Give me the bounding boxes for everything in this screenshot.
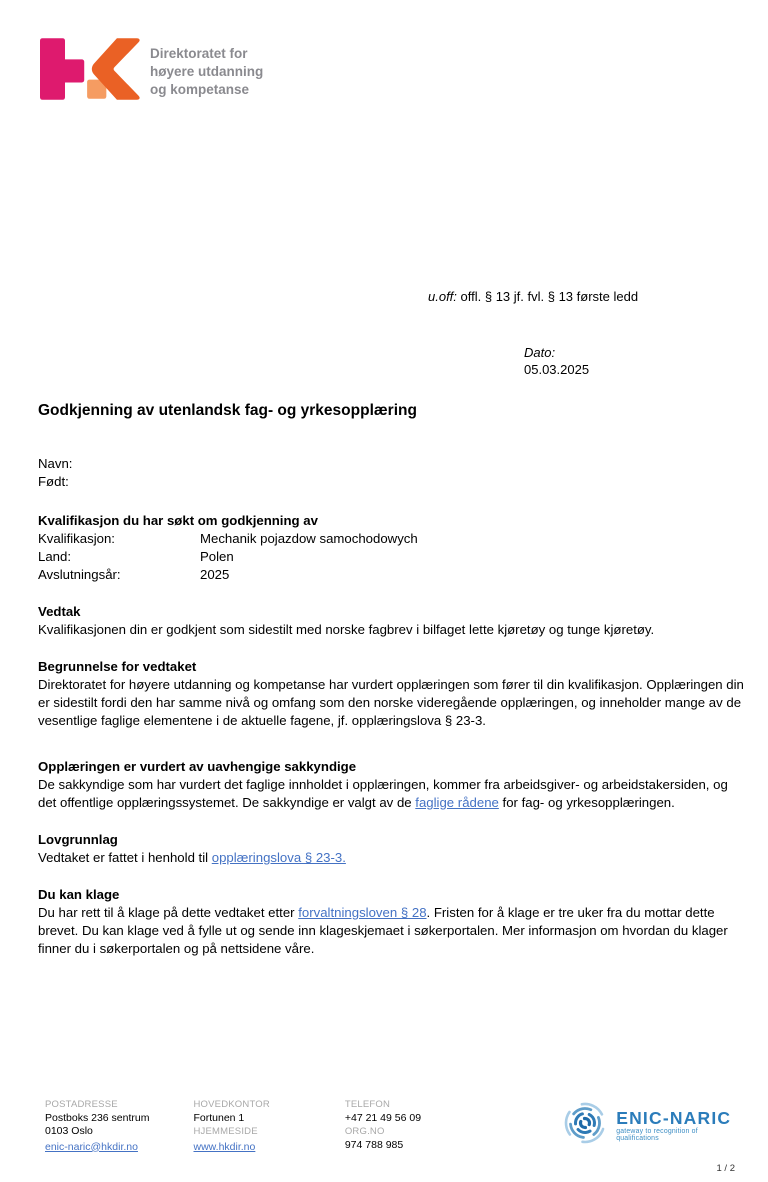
page-indicator: 1 / 2 [716, 1163, 735, 1174]
country-label: Land: [38, 549, 72, 564]
enic-naric-swirl-icon [562, 1100, 608, 1151]
enic-naric-wordmark [616, 1109, 735, 1142]
date-value: 05.03.2025 [524, 362, 590, 377]
completion-year-value: 2025 [200, 567, 230, 582]
head-office-label: HOVEDKONTOR [193, 1099, 270, 1110]
head-office-value: Fortunen 1 [193, 1111, 245, 1124]
date-label: Dato: [524, 345, 556, 360]
qualification-row [38, 530, 744, 548]
qualification-label: Kvalifikasjon: [38, 531, 115, 546]
exemption-note [428, 288, 638, 305]
postal-address-line2: 0103 Oslo [45, 1125, 93, 1137]
homepage-link[interactable]: www.hkdir.no [193, 1140, 256, 1153]
org-name-line1: Direktoratet for [150, 45, 248, 61]
decision-paragraph: Kvalifikasjonen din er godkjent som sidestilt med norske fagbrev i bilfaget lette kjøretøy og tunge kjøretøy. [38, 622, 655, 637]
orgno-value: 974 788 985 [344, 1138, 404, 1151]
legal-basis-text-before: Vedtaket er fattet i henhold til [38, 850, 212, 865]
experts-text-before: De sakkyndige som har vurdert det faglige innholdet i opplæringen, kommer fra arbeidsgiver- og arbeidstakersiden, og det offentlige opplæringssystemet. De sakkyndige er valgt av de [38, 777, 728, 810]
enic-naric-logo [562, 1100, 735, 1151]
forvaltningsloven-link[interactable]: forvaltningsloven § 28 [298, 905, 427, 920]
letter-body [38, 401, 744, 958]
experts-paragraph [38, 776, 744, 812]
org-name-line3: og kompetanse [150, 81, 250, 97]
footer-postal-column [45, 1098, 193, 1154]
completion-year-row [38, 566, 744, 584]
completion-year-label: Avslutningsår: [38, 567, 121, 582]
exemption-note-label: u.off: [428, 289, 457, 304]
section-heading-experts: Opplæringen er vurdert av uavhengige sakkyndige [38, 759, 357, 774]
hkdir-logo [40, 38, 263, 105]
email-link[interactable]: enic-naric@hkdir.no [45, 1140, 138, 1153]
postal-address-label: POSTADRESSE [45, 1099, 118, 1110]
qualification-value: Mechanik pojazdow samochodowych [200, 531, 418, 546]
appeal-text-after: . Fristen for å klage er tre uker fra du mottar dette brevet. Du kan klage ved å fylle ut og sende inn klageskjemaet i søkerportalen. Mer informasjon om hvordan du klager finner du i søkerportalen og på nettsidene våre. [38, 905, 728, 956]
section-heading-justification: Begrunnelse for vedtaket [38, 659, 197, 674]
recipient-name-label: Navn: [38, 456, 73, 471]
faglige-radene-link[interactable]: faglige rådene [415, 795, 499, 810]
section-heading-appeal: Du kan klage [38, 887, 120, 902]
hkdir-logo-icon [40, 38, 140, 105]
page-title: Godkjenning av utenlandsk fag- og yrkesopplæring [38, 402, 417, 419]
footer-office-column [193, 1098, 344, 1154]
section-heading-qualification: Kvalifikasjon du har søkt om godkjenning av [38, 513, 318, 528]
section-heading-decision: Vedtak [38, 604, 81, 619]
experts-text-after: for fag- og yrkesopplæringen. [498, 795, 675, 810]
date-block [524, 344, 589, 378]
justification-paragraph: Direktoratet for høyere utdanning og kompetanse har vurdert opplæringen som fører til din kvalifikasjon. Opplæringen din er sidestilt fordi den har samme nivå og omfang som den norske videregående opplæringen, og inneholder mange av de vesentlige faglige elementene i de aktuelle fagene, jf. opplæringslova § 23-3. [38, 677, 744, 728]
appeal-paragraph [38, 904, 744, 958]
legal-basis-paragraph [38, 849, 744, 867]
orgno-label: ORG.NO [344, 1126, 385, 1137]
org-name-line2: høyere utdanning [150, 63, 264, 79]
enic-naric-tagline: gateway to recognition of qualifications [616, 1128, 698, 1142]
postal-address-line1: Postboks 236 sentrum [45, 1111, 150, 1124]
exemption-note-text: offl. § 13 jf. fvl. § 13 første ledd [456, 289, 639, 304]
homepage-label: HJEMMESIDE [193, 1126, 258, 1137]
country-row [38, 548, 744, 566]
recipient-born-label: Født: [38, 474, 69, 489]
country-value: Polen [200, 549, 234, 564]
phone-label: TELEFON [344, 1099, 391, 1110]
opplaeringslova-link[interactable]: opplæringslova § 23-3. [211, 850, 346, 865]
section-heading-legal-basis: Lovgrunnlag [38, 832, 118, 847]
appeal-text-before: Du har rett til å klage på dette vedtaket etter [38, 905, 299, 920]
letter-footer [45, 1098, 735, 1154]
phone-value: +47 21 49 56 09 [344, 1111, 422, 1124]
recipient-block [38, 455, 744, 491]
footer-phone-column [345, 1098, 496, 1152]
enic-naric-name: ENIC-NARIC [616, 1108, 732, 1128]
org-name [150, 45, 263, 99]
